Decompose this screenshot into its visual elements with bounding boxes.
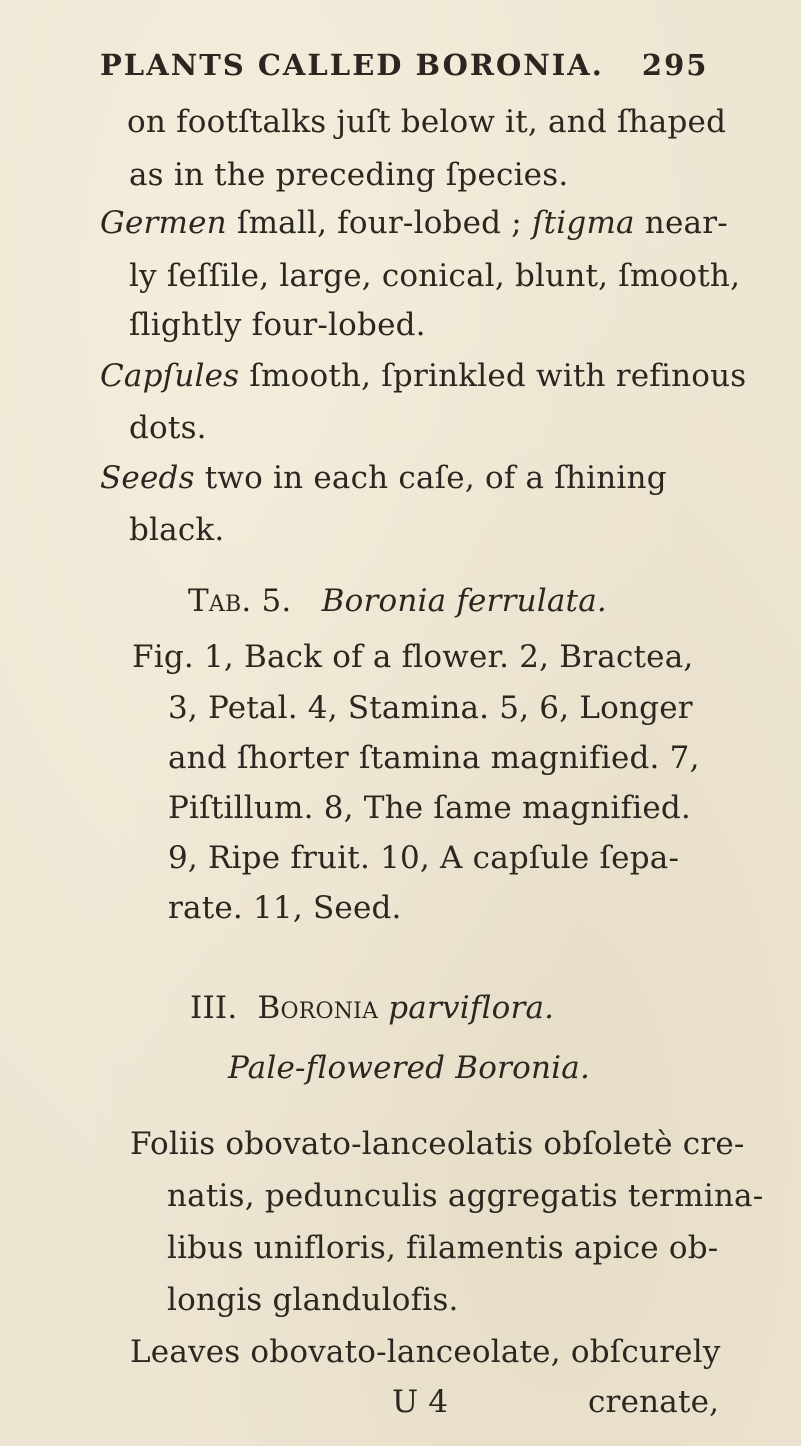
text-fragment: ſmooth, ſprinkled with refinous (239, 358, 747, 394)
english-description-line: Leaves obovato-lanceolate, obſcurely (130, 1334, 721, 1370)
germen-label: Germen (100, 205, 227, 241)
latin-diagnosis-line: Foliis obovato-lanceolatis obſoletè cre- (130, 1126, 745, 1162)
text-line: ly ſeſſile, large, conical, blunt, ſmooth, (129, 258, 741, 294)
latin-diagnosis-line: libus unifloris, filamentis apice ob- (167, 1230, 719, 1266)
figure-caption-line: rate. 11, Seed. (168, 890, 402, 926)
latin-diagnosis-line: natis, pedunculis aggregatis termina- (167, 1178, 764, 1214)
plate-number: Tab. 5. (188, 583, 292, 619)
text-line: on footſtalks juſt below it, and ſhaped (127, 104, 727, 140)
species-epithet: parviflora. (388, 990, 555, 1026)
text-line (100, 205, 728, 241)
plate-species: Boronia ferrulata. (321, 583, 607, 619)
species-genus: Boronia (257, 990, 379, 1026)
seeds-label: Seeds (100, 460, 195, 496)
text-line: black. (129, 512, 225, 548)
text-fragment: near- (634, 205, 728, 241)
text-line: as in the preceding ſpecies. (129, 157, 569, 193)
capsules-label: Capſules (100, 358, 240, 394)
text-line: ſlightly four-lobed. (129, 307, 426, 343)
plate-caption-title (188, 583, 607, 619)
running-title: PLANTS CALLED BORONIA. (100, 48, 604, 82)
text-fragment: ſmall, four-lobed ; (226, 205, 522, 241)
catchword: crenate, (588, 1384, 720, 1420)
text-line (100, 460, 667, 496)
text-fragment: two in each caſe, of a ſhining (194, 460, 667, 496)
figure-caption-line: Piſtillum. 8, The ſame magnified. (168, 790, 691, 826)
running-header (100, 48, 708, 82)
figure-caption-line: 3, Petal. 4, Stamina. 5, 6, Longer (168, 690, 693, 726)
common-name (228, 1050, 590, 1086)
page-number: 295 (641, 48, 709, 82)
species-numeral: III. (190, 990, 238, 1026)
common-name-text: Pale-flowered Boronia. (228, 1050, 591, 1086)
latin-diagnosis-line: longis glandulofis. (167, 1282, 459, 1318)
figure-caption-line: and ſhorter ſtamina magnified. 7, (168, 740, 700, 776)
species-heading (190, 990, 554, 1026)
figure-caption-line: 9, Ripe fruit. 10, A capſule ſepa- (168, 840, 680, 876)
figure-caption-line: Fig. 1, Back of a flower. 2, Bractea, (132, 639, 694, 675)
signature-mark: U 4 (392, 1384, 449, 1420)
text-line: dots. (129, 410, 207, 446)
text-line (100, 358, 746, 394)
stigma-label: ſtigma (531, 205, 635, 241)
